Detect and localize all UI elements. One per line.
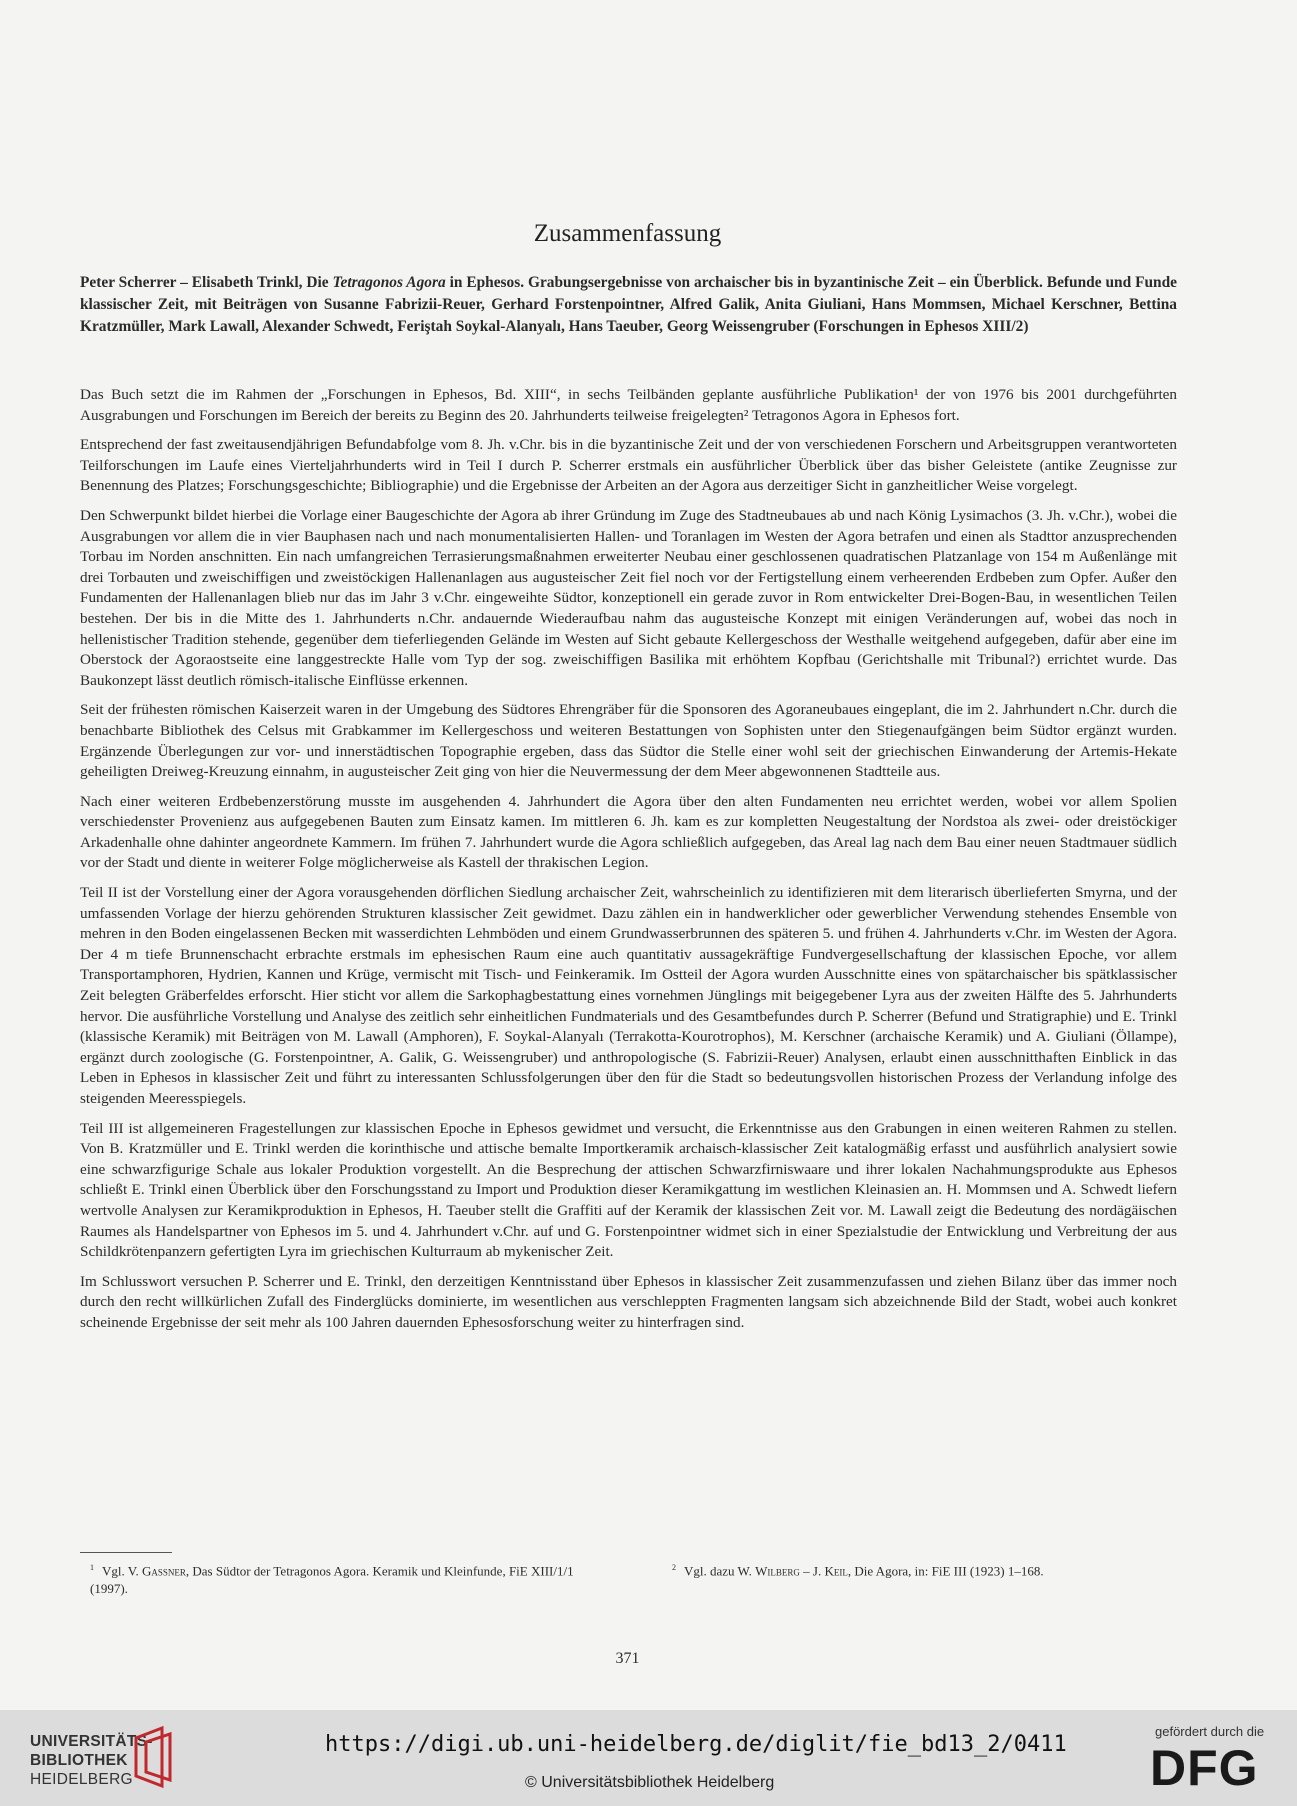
footnote-divider	[80, 1552, 172, 1553]
paragraph: Den Schwerpunkt bildet hierbei die Vorlage einer Baugeschichte der Agora ab ihrer Gründung im Zuge des Stadtneubaues ab und nach König Lysimachos (3. Jh. v.Chr.), wobei die Ausgrabungen vor allem die in vier Bauphasen nach und nach monumentalisierten Hallen- und Toranlagen im Westen der Agora betrafen und einen als Stadttor anzusprechenden Torbau im Norden anschnitten. Ein nach umfangreichen Terrasierungsmaßnahmen erweiterter Neubau einer geschlossenen quadratischen Platzanlage von 154 m Außenlänge mit drei Torbauten und zweischiffigen und zweistöckigen Hallenanlagen aus augusteischer Zeit fiel noch vor der Fertigstellung einem verheerenden Erdbeben zum Opfer. Außer den Fundamenten der Hallenanlagen blieb nur das im Jahr 3 v.Chr. eingeweihte Südtor, konzeptionell ein gerade zuvor in Rom entwickelter Drei-Bogen-Bau, in wesentlichen Teilen bestehen. Der bis in die Mitte des 1. Jahrhunderts n.Chr. andauernde Wiederaufbau nahm das augusteische Konzept mit einigen Veränderungen auf, wobei das noch in hellenistischer Tradition stehende, gegenüber dem tieferliegenden Gelände im Westen auf Sicht gebaute Kellergeschoss der Westhalle weitgehend aufgegeben, dafür aber eine im Oberstock der Agoraostseite eine langgestreckte Halle vom Typ der sog. zweischiffigen Basilika mit erhöhtem Kopfbau (Gerichtshalle mit Tribunal?) errichtet wurde. Das Baukonzept lässt deutlich römisch-italische Einflüsse erkennen.	[80, 506, 1177, 689]
paragraph: Teil II ist der Vorstellung einer der Agora vorausgehenden dörflichen Siedlung archaischer Zeit, wahrscheinlich zu identifizieren mit dem literarisch überlieferten Smyrna, und der umfassenden Vorlage der hierzu gehörenden Strukturen klassischer Zeit gewidmet. Dazu zählen ein in handwerklicher oder gewerblicher Verwendung stehendes Ensemble von mehren in den Boden eingelassenen Becken mit wasserdichten Lehmböden und einem Grundwasserbrunnen des späteren 5. und frühen 4. Jahrhunderts v.Chr. im Westen der Agora. Der 4 m tiefe Brunnenschacht erbrachte erstmals im ephesischen Raum eine auch quantitativ aussagekräftige Fundvergesellschaftung der klassischen Epoche, vor allem Transportamphoren, Hydrien, Kannen und Krüge, vermischt mit Tisch- und Feinkeramik. Im Ostteil der Agora wurden Ausschnitte eines von spätarchaischer bis spätklassischer Zeit belegten Gräberfeldes erforscht. Hier sticht vor allem die Sarkophagbestattung eines vornehmen Jünglings mit beigegebener Lyra aus der zweiten Hälfte des 5. Jahrhunderts hervor. Die ausführliche Vorstellung und Analyse des zeitlich sehr einheitlichen Fundmaterials und des Gesamtbefundes durch P. Scherrer (Befund und Stratigraphie) und E. Trinkl (klassische Keramik) mit Beiträgen von M. Lawall (Amphoren), F. Soykal-Alanyalı (Terrakotta-Kourotrophos), M. Kerschner (archaische Keramik) und A. Giuliani (Öllampe), ergänzt durch zoologische (G. Forstenpointner, A. Galik, G. Weissengruber) und anthropologische (S. Fabrizii-Reuer) Analysen, erlaubt einen ausschnitthaften Einblick in das Leben in Ephesos in klassischer Zeit und führt zu interessanten Schlussfolgerungen über den für die Stadt so bedeutungsvollen historischen Prozess der Verlandung infolge des steigenden Meeresspiegels.	[80, 884, 1177, 1107]
library-mark-icon	[132, 1724, 174, 1790]
paragraph: Teil III ist allgemeineren Fragestellungen zur klassischen Epoche in Ephesos gewidmet und versucht, die Erkenntnisse aus den Grabungen in einen weiteren Rahmen zu stellen. Von B. Kratzmüller und E. Trinkl werden die korinthische und attische bemalte Importkeramik archaisch-klassischer Zeit katalogmäßig erfasst und ausführlich analysiert sowie eine schwarzfigurige Schale aus lokaler Produktion vorgestellt. An die Besprechung der attischen Schwarzfirniswaare und ihrer lokalen Nachahmungsprodukte aus Ephesos schließt E. Trinkl einen Überblick über den Forschungsstand zu Import und Produktion dieser Keramikgattung im westlichen Kleinasien an. H. Mommsen und A. Schwedt liefern wertvolle Analysen zur Keramikproduktion in Ephesos, H. Taeuber stellt die Graffiti auf der Keramik der klassischen Zeit vor. M. Lawall zeigt die Bedeutung des nordägäischen Raumes als Handelspartner von Ephesos im 5. und 4. Jahrhundert v.Chr. auf und G. Forstenpointner widmet sich in einer Spezialstudie der Entwicklung und Verbreitung der aus Schildkrötenpanzern gefertigten Lyra im griechischen Kulturraum ab mykenischer Zeit.	[80, 1119, 1177, 1261]
library-logo[interactable]: UNIVERSITÄTS- BIBLIOTHEK HEIDELBERG	[30, 1733, 153, 1788]
paragraph: Nach einer weiteren Erdbebenzerstörung musste im ausgehenden 4. Jahrhundert die Agora über den alten Fundamenten neu errichtet werden, wobei vor allem Spolien verschiedenster Provenienz aus aufgegebenen Bauten zum Einsatz kamen. Im mittleren 6. Jh. kam es zur kompletten Neugestaltung der Nordstoa als zwei- oder dreistöckiger Arkadenhalle ohne dahinter angeordnete Kammern. Im frühen 7. Jahrhundert wurde die Agora schließlich aufgegeben, das Areal lag nach dem Bau einer neuen Stadtmauer südlich vor der Stadt und diente in weiterer Folge möglicherweise als Kastell der thrakischen Legion.	[80, 792, 1177, 872]
header-suffix: in Ephesos. Grabungsergebnisse von archaischer bis in byzantinische Zeit – ein Überblick. Befunde und Funde klassischer Zeit, mit Beiträgen von Susanne Fabrizii-Reuer, Gerhard Forstenpointner, Alfred Galik, Anita Giuliani, Hans Mommsen, Michael Kerschner, Bettina Kratzmüller, Mark Lawall, Alexander Schwedt, Feriştah Soykal-Alanyalı, Hans Taeuber, Georg Weissengruber (Forschungen in Ephesos XIII/2)	[80, 274, 1177, 335]
paragraph: Entsprechend der fast zweitausendjährigen Befundabfolge vom 8. Jh. v.Chr. bis in die byzantinische Zeit und der von verschiedenen Forschern und Arbeitsgruppen verantworteten Teilforschungen im Laufe eines Vierteljahrhunderts wird in Teil I durch P. Scherrer erstmals ein ausführlicher Überblick über das bisher Geleistete (antike Zeugnisse zur Benennung des Platzes; Forschungsgeschichte; Bibliographie) und die Ergebnisse der Arbeiten an der Agora aus derzeitiger Sicht in ganzheitlicher Weise vorgelegt.	[80, 436, 1177, 495]
permalink-url[interactable]: https://digi.ub.uni-heidelberg.de/diglit/fie_bd13_2/0411	[325, 1732, 1067, 1757]
footer-bar	[0, 1710, 1297, 1806]
dfg-logo[interactable]: DFG	[1150, 1740, 1259, 1796]
page-number: 371	[615, 1650, 640, 1667]
funder-note: gefördert durch die	[1155, 1724, 1265, 1739]
page-title: Zusammenfassung	[533, 220, 722, 247]
copyright-notice: © Universitätsbibliothek Heidelberg	[525, 1774, 775, 1791]
paragraph: Seit der frühesten römischen Kaiserzeit waren in der Umgebung des Südtores Ehrengräber für die Sponsoren des Agoraneubaues eingeplant, die im 2. Jahrhundert n.Chr. durch die benachbarte Bibliothek des Celsus mit Grabkammer im Kellergeschoss und weiteren Bestattungen von Sophisten unter den Stiegenaufgängen beim Südtor ergänzt wurden. Ergänzende Überlegungen zur vor- und innerstädtischen Topographie ergeben, dass das Südtor die Stelle einer wohl seit der griechischen Einwanderung der Artemis-Hekate geheiligten Dreiweg-Kreuzung einnahm, in augusteischer Zeit ging von hier die Neuvermessung der dem Meer abgewonnenen Stadtteile aus.	[80, 701, 1177, 781]
bibliographic-header	[80, 272, 1177, 338]
paragraph: Das Buch setzt die im Rahmen der „Forschungen in Ephesos, Bd. XIII“, in sechs Teilbänden geplante ausführliche Publikation¹ der von 1976 bis 2001 durchgeführten Ausgrabungen und Forschungen im Bereich der bereits zu Beginn des 20. Jahrhunderts teilweise freigelegten² Tetragonos Agora in Ephesos fort.	[80, 386, 1177, 424]
footnote-1: $^1$ Vgl. V. Gassner, Das Südtor der Tetragonos Agora. Keramik und Kleinfunde, FiE XIII/1/1 (1997).	[90, 1563, 574, 1597]
paragraph: Im Schlusswort versuchen P. Scherrer und E. Trinkl, den derzeitigen Kenntnisstand über Ephesos in klassischer Zeit zusammenzufassen und ziehen Bilanz über das immer noch durch den recht willkürlichen Zufall des Finderglücks dominierte, im wesentlichen aus verschleppten Fragmenten langsam sich abzeichnende Bild der Stadt, wobei auch konkret scheinende Ergebnisse der seit mehr als 100 Jahren dauernden Ephesosforschung weiter zu hinterfragen sind.	[80, 1272, 1177, 1331]
header-italic-title: Tetragonos Agora	[332, 274, 446, 291]
summary-body	[80, 385, 1177, 1343]
footnote-2: $^2$ Vgl. dazu W. Wilberg – J. Keil, Die Agora, in: FiE III (1923) 1–168.	[672, 1563, 1044, 1579]
header-prefix: Peter Scherrer – Elisabeth Trinkl, Die	[80, 274, 333, 291]
